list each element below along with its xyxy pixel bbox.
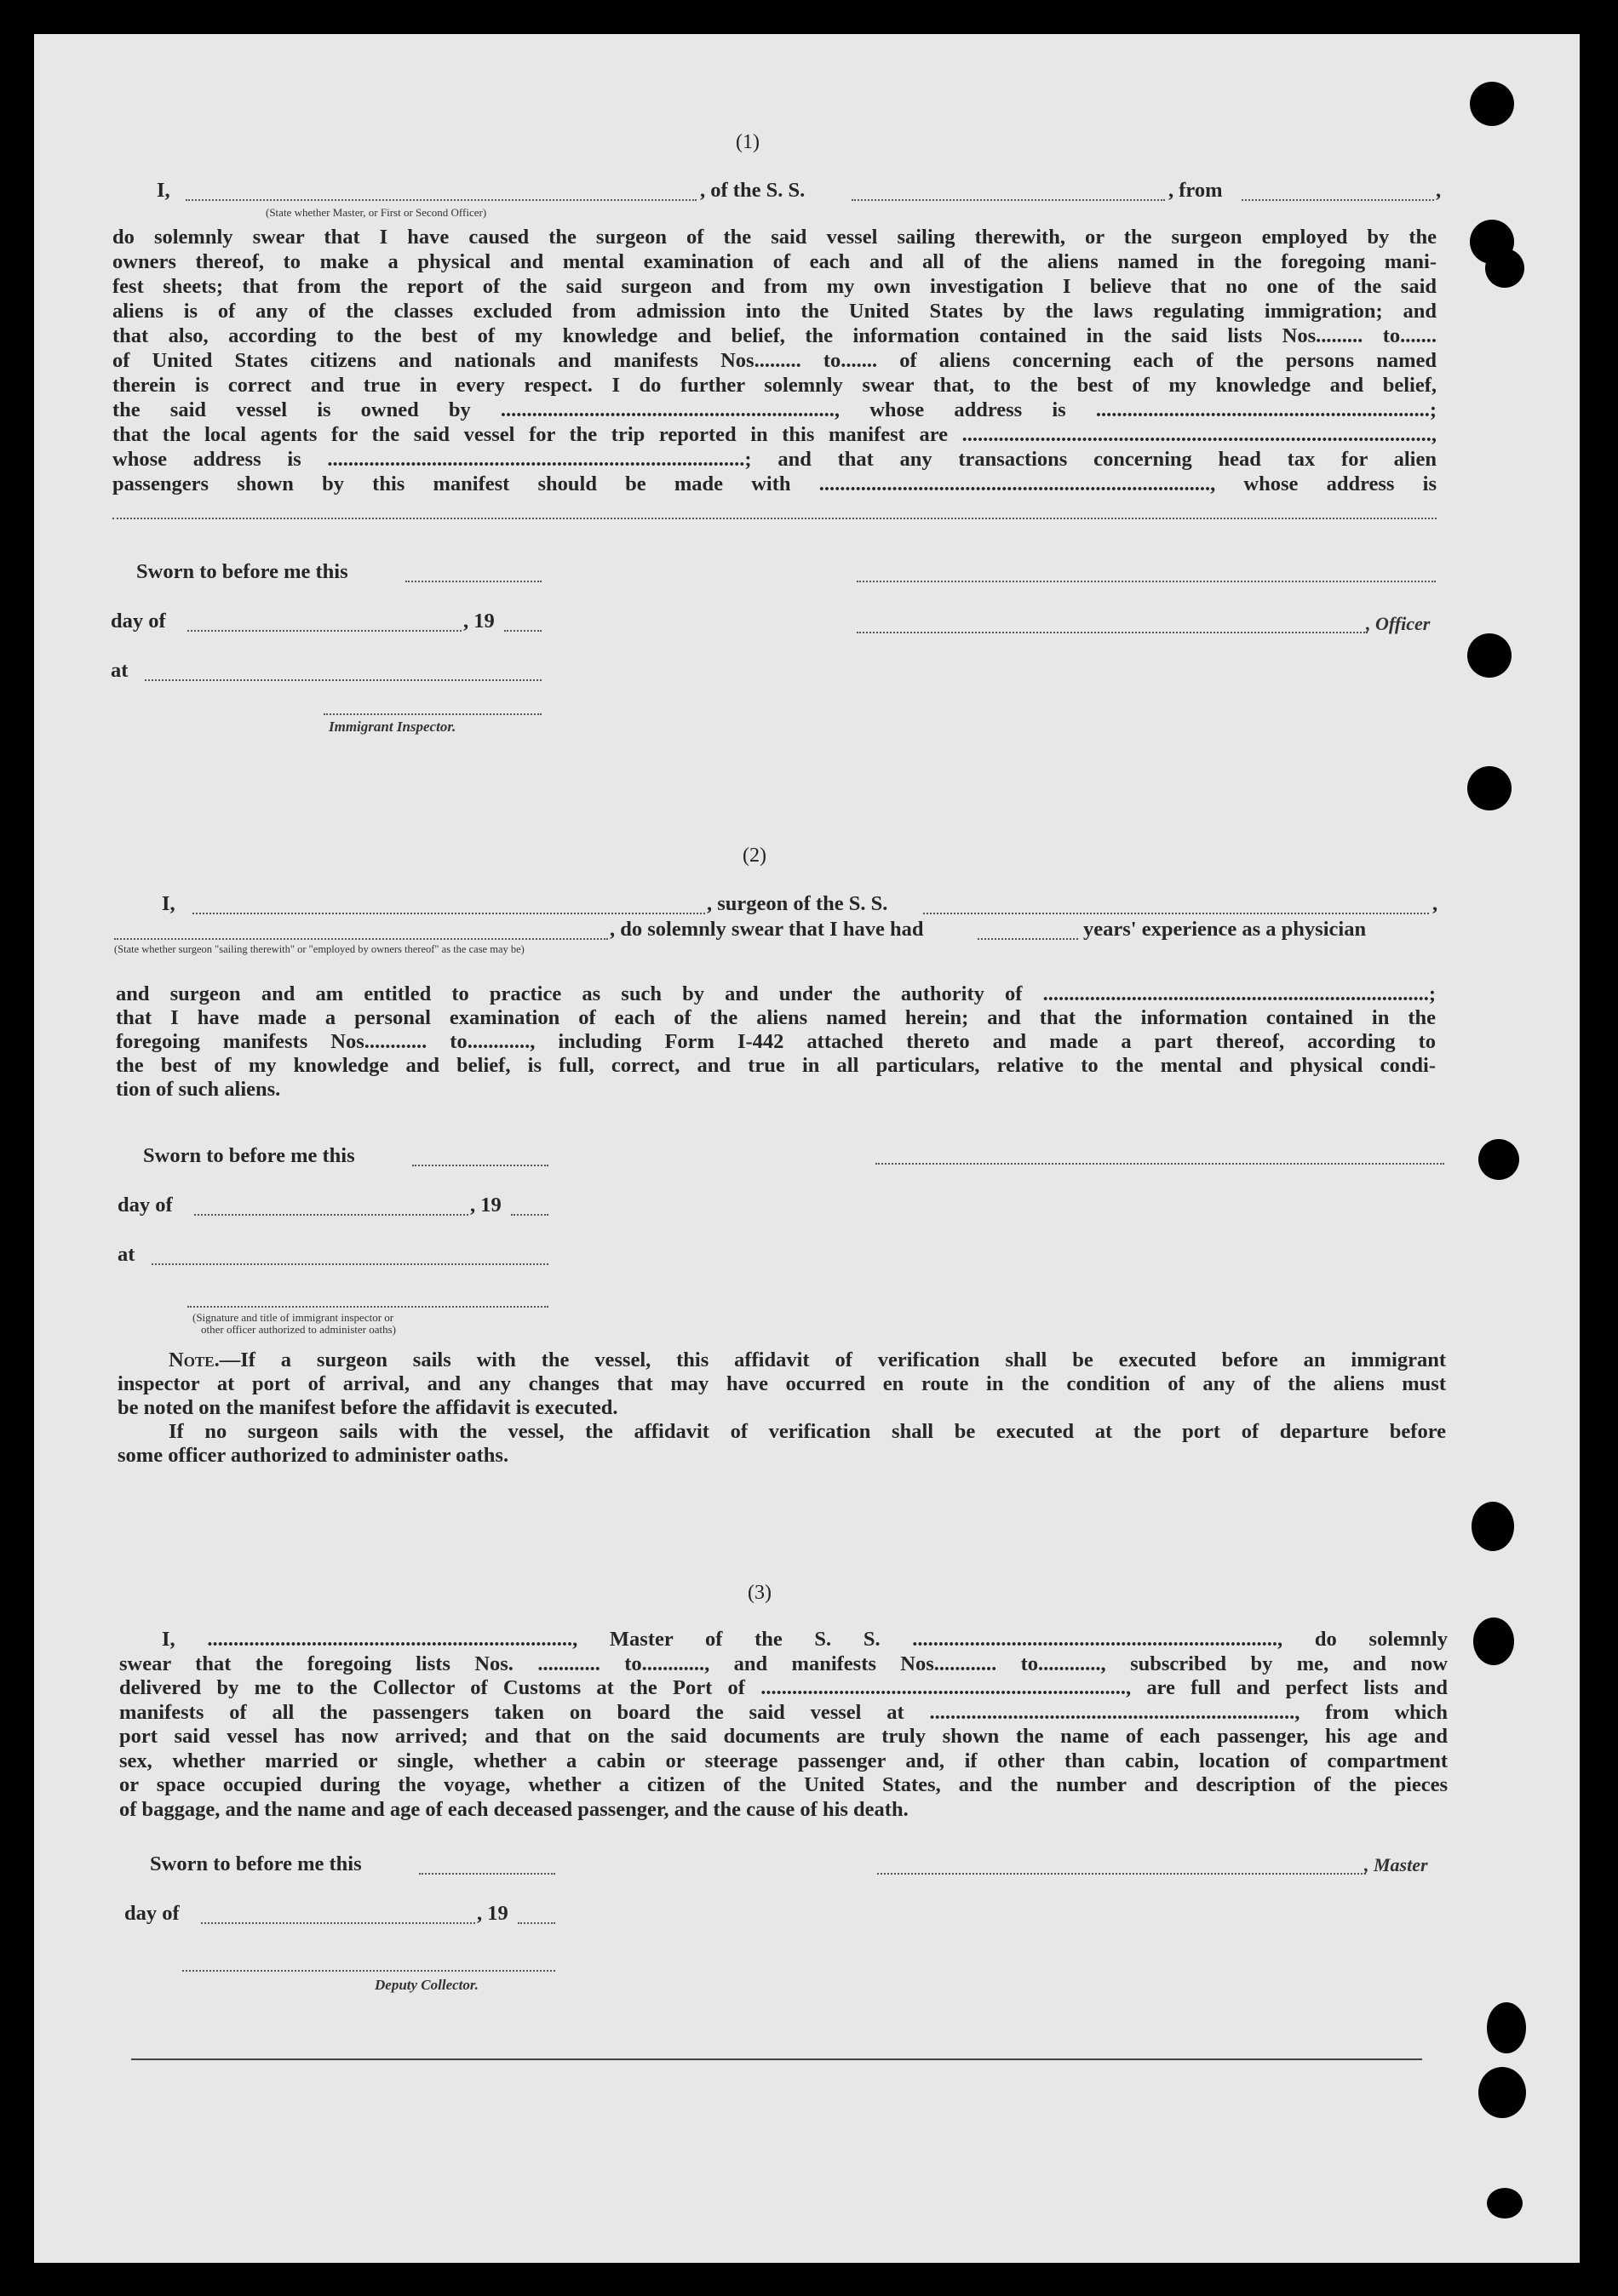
years-experience-label: years' experience as a physician xyxy=(1083,918,1367,941)
officer-label: , Officer xyxy=(1366,613,1431,634)
year-field[interactable] xyxy=(511,1214,548,1216)
oath-line: passengers shown by this manifest should be made with ..........................................................................., whose address is xyxy=(112,472,1437,495)
oath-line: sex, whether married or single, whether a cabin or steerage passenger and, if other than cabin, location of compartment xyxy=(119,1749,1448,1772)
oath-line: that also, according to the best of my knowledge and belief, the information contained in the said lists Nos......... to....... xyxy=(112,324,1437,347)
officer-signature-field[interactable] xyxy=(857,581,1436,582)
section-3-oath-text xyxy=(119,1628,1448,1822)
punch-hole xyxy=(1478,2067,1526,2118)
note-line: some officer authorized to administer oaths. xyxy=(118,1444,509,1467)
at-label: at xyxy=(118,1243,135,1266)
punch-hole xyxy=(1472,1502,1514,1551)
sworn-date-field[interactable] xyxy=(405,581,542,582)
at-place-field[interactable] xyxy=(152,1263,548,1265)
address-continuation-field[interactable] xyxy=(112,518,1437,519)
punch-hole xyxy=(1473,1618,1514,1665)
oath-line: whose address is ................................................................................; and that any transactions concerning head tax for alien xyxy=(112,448,1437,471)
collector-signature-field[interactable] xyxy=(182,1970,555,1972)
master-name-field[interactable] xyxy=(186,199,697,201)
inspector-signature-field[interactable] xyxy=(187,1306,548,1308)
punch-hole xyxy=(1487,2188,1523,2219)
day-of-month-field[interactable] xyxy=(194,1214,468,1216)
oath-line: tion of such aliens. xyxy=(116,1078,281,1101)
deputy-collector-caption: Deputy Collector. xyxy=(375,1977,479,1993)
section-2-i-label: I, xyxy=(162,892,175,915)
immigrant-inspector-caption: Immigrant Inspector. xyxy=(329,719,456,735)
oath-line: of baggage, and the name and age of each deceased passenger, and the cause of his death. xyxy=(119,1797,909,1821)
swear-had-label: , do solemnly swear that I have had xyxy=(610,918,924,941)
oath-line: of United States citizens and nationals and manifests Nos......... to....... of aliens concerning each of the persons named xyxy=(112,349,1437,372)
master-label: , Master xyxy=(1364,1854,1428,1875)
oath-line: and surgeon and am entitled to practice as such by and under the authority of ..........................................................................; xyxy=(116,982,1436,1005)
note-label: Note. xyxy=(169,1348,220,1371)
section-2-number: (2) xyxy=(743,845,766,867)
at-label: at xyxy=(111,659,129,682)
note-line: be noted on the manifest before the affidavit is executed. xyxy=(118,1396,618,1419)
note-line: If no surgeon sails with the vessel, the affidavit of verification shall be executed at the port of departure before xyxy=(169,1420,1446,1443)
oath-line: do solemnly swear that I have caused the surgeon of the said vessel sailing therewith, or the surgeon employed by the xyxy=(112,226,1437,249)
oath-line: foregoing manifests Nos............ to............, including Form I-442 attached thereto and made a part thereof, according to xyxy=(116,1030,1436,1053)
from-label: , from xyxy=(1168,179,1223,202)
oath-line: that I have made a personal examination of each of the aliens named herein; and that the information contained in the xyxy=(116,1006,1436,1029)
surgeon-status-field[interactable] xyxy=(114,938,608,940)
oath-line: I, ......................................................................, Master of the S. S. ......................................................................, do solemnly xyxy=(162,1628,1448,1651)
year-label: , 19 xyxy=(463,610,495,633)
oath-line: manifests of all the passengers taken on board the said vessel at ......................................................................, from which xyxy=(119,1700,1448,1724)
oath-line: the best of my knowledge and belief, is full, correct, and true in all particulars, relative to the mental and physical condi- xyxy=(116,1054,1436,1077)
surgeon-of-ss-label: , surgeon of the S. S. xyxy=(707,892,888,915)
punch-hole xyxy=(1478,1139,1519,1180)
oath-line: the said vessel is owned by ................................................................, whose address is ................................................................; xyxy=(112,398,1437,421)
signature-title-caption: (Signature and title of immigrant inspector or xyxy=(192,1311,394,1324)
signature-title-caption: other officer authorized to administer oaths) xyxy=(201,1323,396,1336)
year-field[interactable] xyxy=(504,630,542,632)
section-3-number: (3) xyxy=(748,1582,772,1604)
surgeon-vessel-field[interactable] xyxy=(923,913,1429,914)
punch-hole xyxy=(1470,82,1514,126)
year-field[interactable] xyxy=(518,1922,555,1924)
section-1-number: (1) xyxy=(736,131,760,153)
note-line: Note.—If a surgeon sails with the vessel, this affidavit of verification shall be executed before an immigrant xyxy=(169,1348,1446,1371)
surgeon-signature-field[interactable] xyxy=(875,1163,1444,1165)
line-end-comma: , xyxy=(1436,179,1442,202)
day-of-label: day of xyxy=(118,1194,173,1217)
note-text xyxy=(118,1348,1446,1468)
oath-line: port said vessel has now arrived; and that on the said documents are truly shown the name of each passenger, his age and xyxy=(119,1725,1448,1748)
section-2-oath-text xyxy=(116,982,1436,1102)
punch-hole xyxy=(1487,2002,1526,2053)
day-of-label: day of xyxy=(111,610,166,633)
oath-line: or space occupied during the voyage, whether a citizen of the United States, and the number and description of the pieces xyxy=(119,1773,1448,1796)
bottom-divider xyxy=(131,2058,1422,2060)
section-1-i-label: I, xyxy=(157,179,170,202)
at-place-field[interactable] xyxy=(145,679,542,681)
year-label: , 19 xyxy=(477,1902,508,1925)
oath-line: owners thereof, to make a physical and mental examination of each and all of the aliens named in the foregoing mani- xyxy=(112,250,1437,273)
sworn-date-field[interactable] xyxy=(419,1873,555,1875)
officer-title-field[interactable] xyxy=(857,632,1368,633)
oath-line: therein is correct and true in every respect. I do further solemnly swear that, to the best of my knowledge and belief, xyxy=(112,374,1437,397)
sworn-date-field[interactable] xyxy=(412,1165,548,1166)
surgeon-status-caption: (State whether surgeon "sailing therewith" or "employed by owners thereof" as the case may be) xyxy=(114,943,525,955)
oath-line: delivered by me to the Collector of Customs at the Port of ......................................................................, are full and perfect lists and xyxy=(119,1676,1448,1699)
sworn-label: Sworn to before me this xyxy=(136,560,348,583)
oath-line: aliens is of any of the classes excluded from admission into the United States by the laws regulating immigration; and xyxy=(112,300,1437,323)
vessel-name-field[interactable] xyxy=(852,199,1165,201)
form-page xyxy=(34,34,1580,2263)
from-port-field[interactable] xyxy=(1242,199,1434,201)
year-label: , 19 xyxy=(470,1194,502,1217)
oath-line: that the local agents for the said vessel for the trip reported in this manifest are .........................................................................................., xyxy=(112,423,1437,446)
line-end-comma: , xyxy=(1432,892,1438,915)
officer-rank-caption: (State whether Master, or First or Second Officer) xyxy=(266,206,487,219)
day-of-month-field[interactable] xyxy=(187,630,462,632)
note-line: inspector at port of arrival, and any changes that may have occurred en route in the condition of any of the aliens must xyxy=(118,1372,1446,1395)
inspector-signature-field[interactable] xyxy=(324,713,542,715)
sworn-label: Sworn to before me this xyxy=(143,1144,355,1167)
sworn-label: Sworn to before me this xyxy=(150,1852,362,1875)
section-1-oath-text xyxy=(112,225,1437,496)
master-signature-field[interactable] xyxy=(877,1873,1366,1875)
surgeon-name-field[interactable] xyxy=(192,913,705,914)
oath-line: swear that the foregoing lists Nos. ............ to............, and manifests Nos............ to............, subscribed by me, and now xyxy=(119,1652,1448,1675)
day-of-label: day of xyxy=(124,1902,180,1925)
punch-hole xyxy=(1485,249,1524,288)
years-experience-field[interactable] xyxy=(978,938,1078,940)
oath-line: fest sheets; that from the report of the said surgeon and from my own investigation I believe that no one of the said xyxy=(112,275,1437,298)
punch-hole xyxy=(1467,766,1512,810)
day-of-month-field[interactable] xyxy=(201,1922,475,1924)
punch-hole xyxy=(1467,633,1512,678)
of-ss-label: , of the S. S. xyxy=(700,179,806,202)
